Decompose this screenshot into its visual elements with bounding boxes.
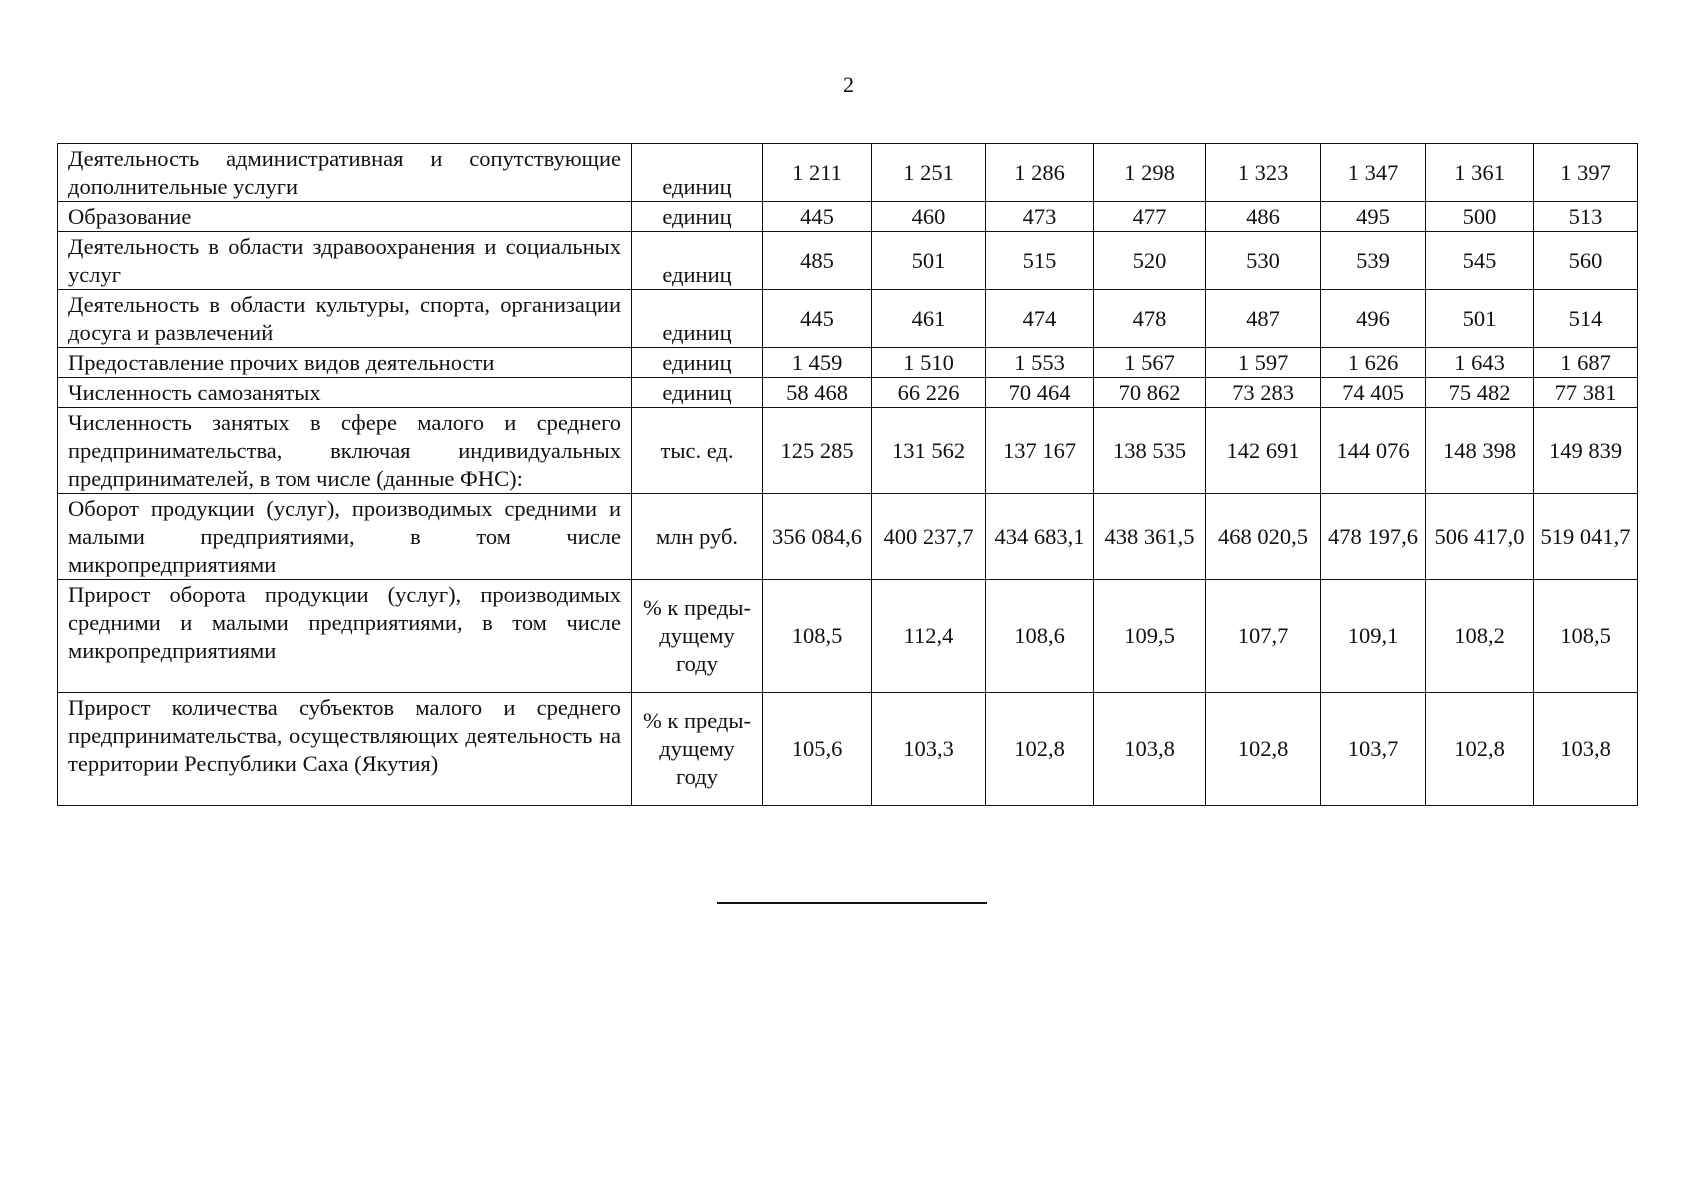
- value-cell: 131 562: [872, 408, 986, 494]
- value-cell: 1 251: [872, 144, 986, 202]
- value-cell: 108,5: [1534, 580, 1638, 693]
- value-cell: 1 397: [1534, 144, 1638, 202]
- statistics-table: [57, 143, 1638, 806]
- value-cell: 138 535: [1094, 408, 1206, 494]
- value-cell: 1 597: [1206, 348, 1321, 378]
- value-cell: 486: [1206, 202, 1321, 232]
- row-label: Предоставление прочих видов деятельности: [58, 348, 632, 378]
- value-cell: 460: [872, 202, 986, 232]
- value-cell: 530: [1206, 232, 1321, 290]
- value-cell: 445: [763, 290, 872, 348]
- row-unit: единиц: [632, 144, 763, 202]
- row-unit: единиц: [632, 378, 763, 408]
- value-cell: 112,4: [872, 580, 986, 693]
- row-label: Прирост количества субъектов малого и среднего предпринимательства, осуществляющих деятельность на территории Республики Саха (Якутия): [58, 693, 632, 806]
- value-cell: 103,8: [1534, 693, 1638, 806]
- row-label: Прирост оборота продукции (услуг), производимых средними и малыми предприятиями, в том числе микропредприятиями: [58, 580, 632, 693]
- row-label: Образование: [58, 202, 632, 232]
- value-cell: 400 237,7: [872, 494, 986, 580]
- value-cell: 108,5: [763, 580, 872, 693]
- value-cell: 1 347: [1321, 144, 1426, 202]
- value-cell: 1 459: [763, 348, 872, 378]
- table-row: [58, 290, 1638, 348]
- value-cell: 148 398: [1426, 408, 1534, 494]
- value-cell: 109,5: [1094, 580, 1206, 693]
- value-cell: 105,6: [763, 693, 872, 806]
- value-cell: 474: [986, 290, 1094, 348]
- value-cell: 478 197,6: [1321, 494, 1426, 580]
- value-cell: 1 510: [872, 348, 986, 378]
- value-cell: 478: [1094, 290, 1206, 348]
- row-label: Численность занятых в сфере малого и среднего предпринимательства, включая индивидуальных предпринимателей, в том числе (данные ФНС):: [58, 408, 632, 494]
- table-row: [58, 408, 1638, 494]
- value-cell: 445: [763, 202, 872, 232]
- table-row: [58, 348, 1638, 378]
- page-number: 2: [843, 72, 854, 97]
- value-cell: 142 691: [1206, 408, 1321, 494]
- value-cell: 545: [1426, 232, 1534, 290]
- row-unit: тыс. ед.: [632, 408, 763, 494]
- value-cell: 1 286: [986, 144, 1094, 202]
- value-cell: 506 417,0: [1426, 494, 1534, 580]
- value-cell: 70 464: [986, 378, 1094, 408]
- row-unit: единиц: [632, 290, 763, 348]
- statistics-table-wrapper: [57, 143, 1638, 806]
- value-cell: 514: [1534, 290, 1638, 348]
- row-label: Деятельность в области здравоохранения и социальных услуг: [58, 232, 632, 290]
- value-cell: 125 285: [763, 408, 872, 494]
- value-cell: 73 283: [1206, 378, 1321, 408]
- value-cell: 501: [1426, 290, 1534, 348]
- value-cell: 438 361,5: [1094, 494, 1206, 580]
- value-cell: 520: [1094, 232, 1206, 290]
- value-cell: 1 323: [1206, 144, 1321, 202]
- table-row: [58, 378, 1638, 408]
- value-cell: 1 643: [1426, 348, 1534, 378]
- value-cell: 108,6: [986, 580, 1094, 693]
- value-cell: 560: [1534, 232, 1638, 290]
- value-cell: 1 361: [1426, 144, 1534, 202]
- table-row: [58, 232, 1638, 290]
- value-cell: 468 020,5: [1206, 494, 1321, 580]
- value-cell: 144 076: [1321, 408, 1426, 494]
- value-cell: 519 041,7: [1534, 494, 1638, 580]
- row-unit: % к преды-дущему году: [632, 580, 763, 693]
- table-body: [58, 144, 1638, 806]
- value-cell: 1 553: [986, 348, 1094, 378]
- table-row: [58, 144, 1638, 202]
- value-cell: 356 084,6: [763, 494, 872, 580]
- value-cell: 500: [1426, 202, 1534, 232]
- value-cell: 501: [872, 232, 986, 290]
- value-cell: 496: [1321, 290, 1426, 348]
- value-cell: 461: [872, 290, 986, 348]
- value-cell: 434 683,1: [986, 494, 1094, 580]
- value-cell: 102,8: [986, 693, 1094, 806]
- value-cell: 473: [986, 202, 1094, 232]
- value-cell: 1 298: [1094, 144, 1206, 202]
- row-label: Деятельность в области культуры, спорта, организации досуга и развлечений: [58, 290, 632, 348]
- value-cell: 487: [1206, 290, 1321, 348]
- table-row: [58, 580, 1638, 693]
- value-cell: 1 687: [1534, 348, 1638, 378]
- value-cell: 102,8: [1426, 693, 1534, 806]
- row-label: Численность самозанятых: [58, 378, 632, 408]
- value-cell: 103,7: [1321, 693, 1426, 806]
- table-row: [58, 693, 1638, 806]
- value-cell: 149 839: [1534, 408, 1638, 494]
- value-cell: 1 626: [1321, 348, 1426, 378]
- value-cell: 70 862: [1094, 378, 1206, 408]
- value-cell: 103,3: [872, 693, 986, 806]
- value-cell: 515: [986, 232, 1094, 290]
- value-cell: 137 167: [986, 408, 1094, 494]
- row-unit: % к преды-дущему году: [632, 693, 763, 806]
- value-cell: 539: [1321, 232, 1426, 290]
- table-row: [58, 202, 1638, 232]
- row-label: Оборот продукции (услуг), производимых средними и малыми предприятиями, в том числе микропредприятиями: [58, 494, 632, 580]
- value-cell: 1 567: [1094, 348, 1206, 378]
- value-cell: 103,8: [1094, 693, 1206, 806]
- value-cell: 77 381: [1534, 378, 1638, 408]
- row-unit: единиц: [632, 232, 763, 290]
- value-cell: 1 211: [763, 144, 872, 202]
- value-cell: 109,1: [1321, 580, 1426, 693]
- row-unit: единиц: [632, 202, 763, 232]
- value-cell: 108,2: [1426, 580, 1534, 693]
- value-cell: 74 405: [1321, 378, 1426, 408]
- value-cell: 513: [1534, 202, 1638, 232]
- row-label: Деятельность административная и сопутствующие дополнительные услуги: [58, 144, 632, 202]
- value-cell: 58 468: [763, 378, 872, 408]
- row-unit: единиц: [632, 348, 763, 378]
- value-cell: 66 226: [872, 378, 986, 408]
- value-cell: 75 482: [1426, 378, 1534, 408]
- end-of-document-line: [717, 902, 987, 904]
- value-cell: 102,8: [1206, 693, 1321, 806]
- value-cell: 477: [1094, 202, 1206, 232]
- value-cell: 495: [1321, 202, 1426, 232]
- row-unit: млн руб.: [632, 494, 763, 580]
- value-cell: 107,7: [1206, 580, 1321, 693]
- value-cell: 485: [763, 232, 872, 290]
- table-row: [58, 494, 1638, 580]
